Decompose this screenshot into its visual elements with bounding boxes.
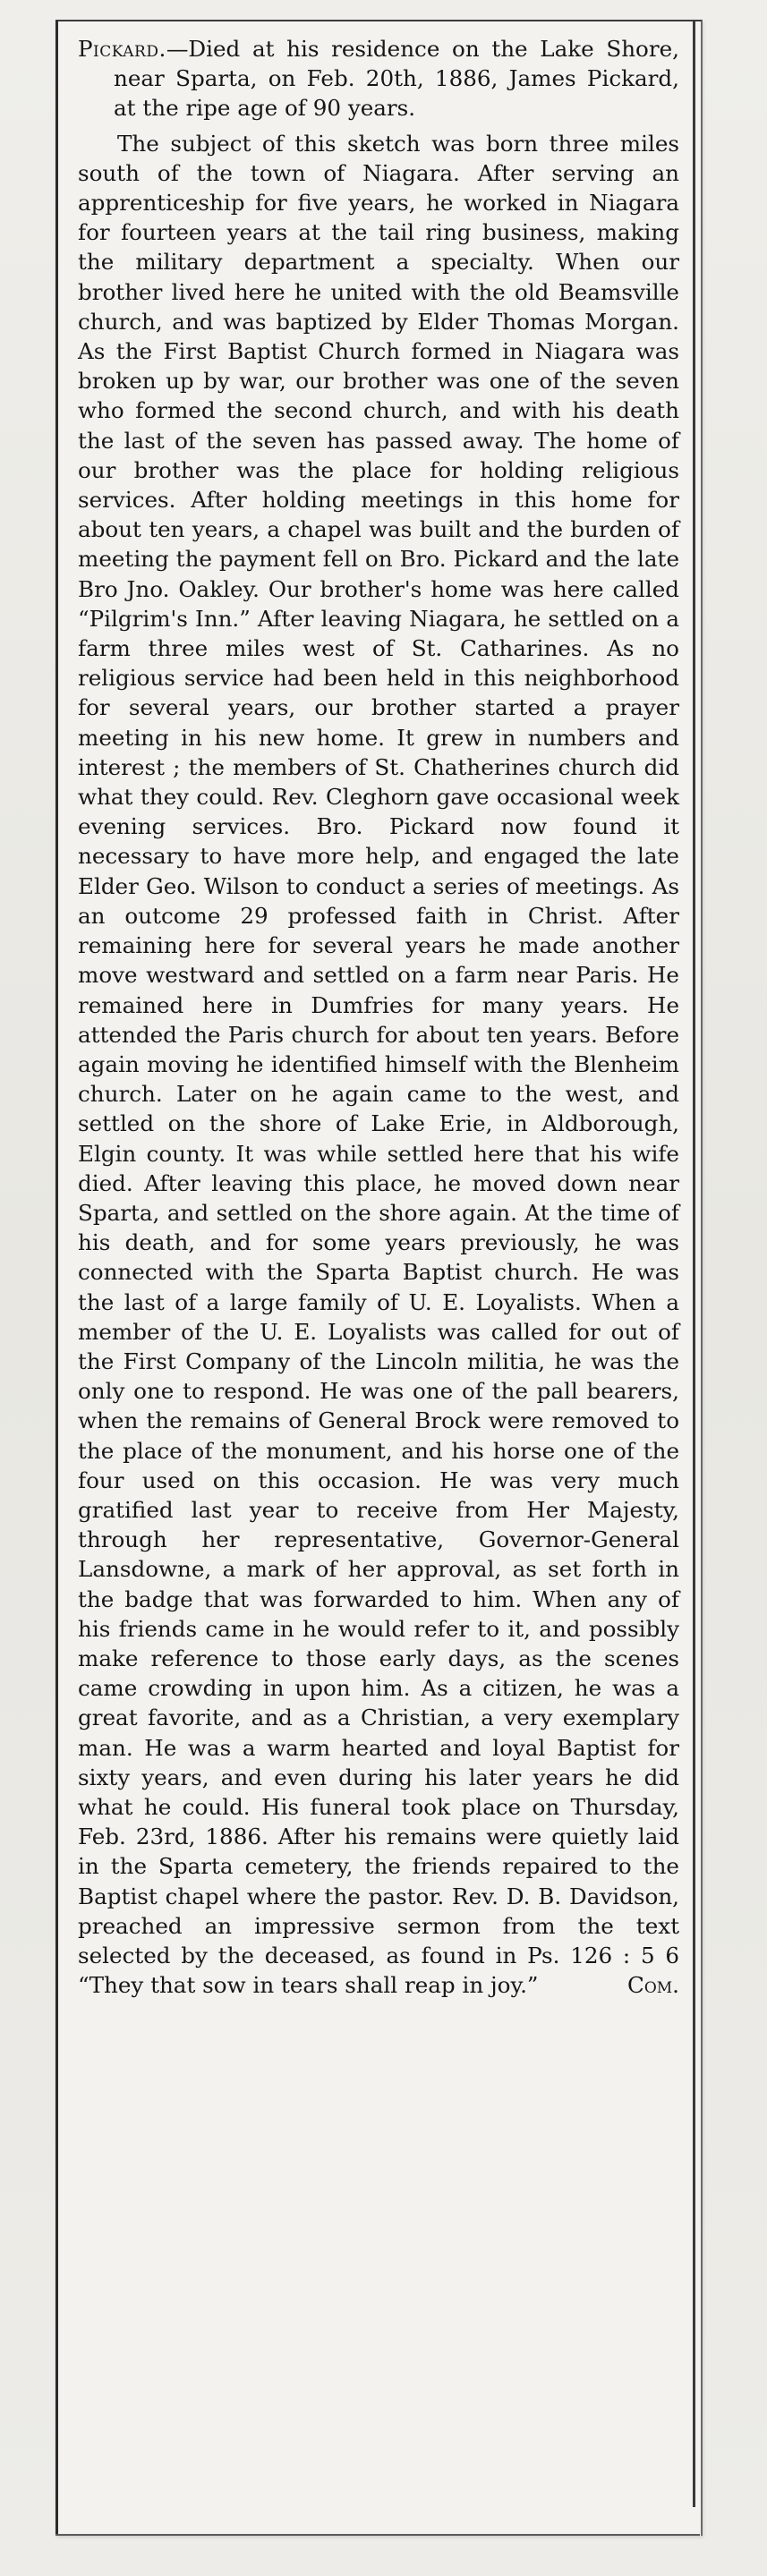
column-rule-right [693, 20, 695, 2507]
obituary-column [78, 34, 679, 2000]
correspondent-signature: Com. [627, 1972, 679, 1999]
newspaper-clipping [55, 20, 703, 2536]
heading-dash: — [166, 36, 189, 62]
death-announcement: Died at his residence on the Lake Shore, near Sparta, on Feb. 20th, 1886, James Pickard, at the ripe age of 90 years. [114, 36, 679, 122]
column-rule-bottom [55, 2534, 700, 2536]
obituary-body-text: The subject of this sketch was born three miles south of the town of Niagara. After serving an apprenticeship for five years, he worked in Niagara for fourteen years at the tail ring business, making the military department a specialty. When our brother lived here he united with the old Beamsville church, and was baptized by Elder Thomas Morgan. As the First Baptist Church formed in Niagara was broken up by war, our brother was one of the seven who formed the second church, and with his death the last of the seven has passed away. The home of our brother was the place for holding religious services. After holding meetings in this home for about ten years, a chapel was built and the burden of meeting the payment fell on Bro. Pickard and the late Bro Jno. Oakley. Our brother's home was here called “Pilgrim's Inn.” After leaving Niagara, he settled on a farm three miles west of St. Catharines. As no religious service had been held in this neighborhood for several years, our brother started a prayer meeting in his new home. It grew in numbers and interest ; the members of St. Chatherines church did what they could. Rev. Cleghorn gave occasional week evening services. Bro. Pickard now found it necessary to have more help, and engaged the late Elder Geo. Wilson to conduct a series of meetings. As an outcome 29 professed faith in Christ. After remaining here for several years he made another move westward and settled on a farm near Paris. He remained here in Dumfries for many years. He attended the Paris church for about ten years. Before again moving he identified himself with the Blenheim church. Later on he again came to the west, and settled on the shore of Lake Erie, in Aldborough, Elgin county. It was while settled here that his wife died. After leaving this place, he moved down near Sparta, and settled on the shore again. At the time of his death, and for some years previously, he was connected with the Sparta Baptist church. He was the last of a large family of U. E. Loyalists. When a member of the U. E. Loyalists was called for out of the First Company of the Lincoln militia, he was the only one to respond. He was one of the pall bearers, when the remains of General Brock were removed to the place of the monument, and his horse one of the four used on this occasion. He was very much gratified last year to receive from Her Majesty, through her representative, Governor-General Lansdowne, a mark of her approval, as set forth in the badge that was forwarded to him. When any of his friends came in he would refer to it, and possibly make reference to those early days, as the scenes came crowding in upon him. As a citizen, he was a great favorite, and as a Christian, a very exemplary man. He was a warm hearted and loyal Baptist for sixty years, and even during his later years he did what he could. His funeral took place on Thursday, Feb. 23rd, 1886. After his remains were quietly laid in the Sparta cemetery, the friends repaired to the Baptist chapel where the pastor. Rev. D. B. Davidson, preached an impressive sermon from the text selected by the deceased, as found in Ps. 126 : 5 6 “They that sow in tears shall reap in joy.” [78, 130, 679, 1999]
deceased-name-heading: Pickard. [78, 36, 166, 62]
obituary-header [78, 34, 679, 123]
obituary-body [78, 129, 679, 2001]
